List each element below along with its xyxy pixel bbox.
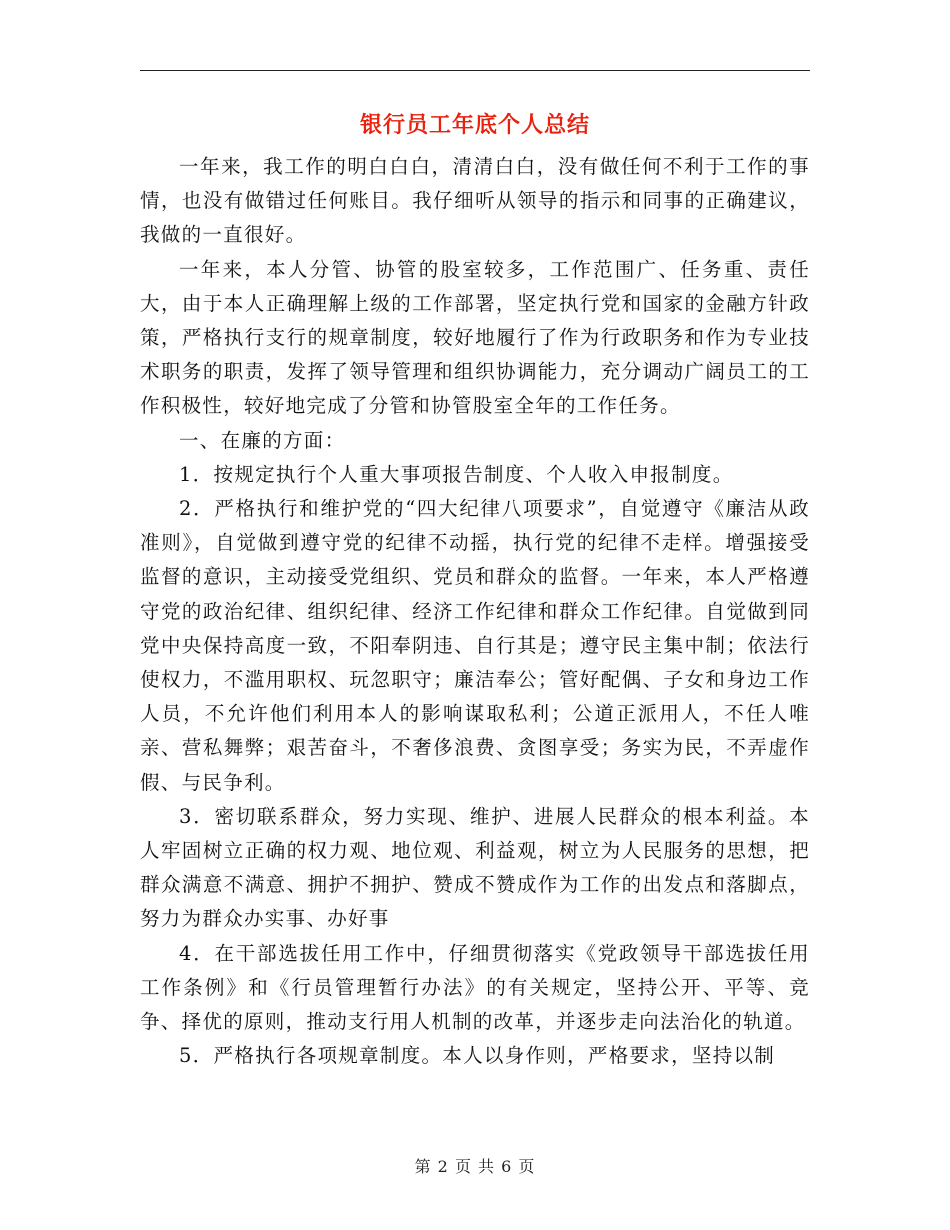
list-item-5: 5．严格执行各项规章制度。本人以身作则，严格要求，坚持以制 — [179, 1044, 776, 1068]
list-item-4: 4．在干部选拔任用工作中，仔细贯彻落实《党政领导干部选拔任用工作条例》和《行员管理暂行办法》的有关规定，坚持公开、平等、竞争、择优的原则，推动支行用人机制的改革，并逐步走向法治化的轨道。 — [140, 941, 810, 1034]
list-item-2: 2．严格执行和维护党的“四大纪律八项要求”，自觉遵守《廉洁从政准则》，自觉做到遵守党的纪律不动摇，执行党的纪律不走样。增强接受监督的意识，主动接受党组织、党员和群众的监督。一年来，本人严格遵守党的政治纪律、组织纪律、经济工作纪律和群众工作纪律。自觉做到同党中央保持高度一致，不阳奉阴违、自行其是；遵守民主集中制；依法行使权力，不滥用职权、玩忽职守；廉洁奉公；管好配偶、子女和身边工作人员，不允许他们利用本人的影响谋取私利；公道正派用人，不任人唯亲、营私舞弊；艰苦奋斗，不奢侈浪费、贪图享受；务实为民，不弄虚作假、与民争利。 — [140, 497, 810, 794]
list-item-3: 3．密切联系群众，努力实现、维护、进展人民群众的根本利益。本人牢固树立正确的权力观、地位观、利益观，树立为人民服务的思想，把群众满意不满意、拥护不拥护、赞成不赞成作为工作的出发点和落脚点，努力为群众办实事、办好事 — [140, 804, 810, 931]
header-rule — [140, 70, 810, 71]
document-title: 银行员工年底个人总结 — [359, 112, 590, 138]
list-item-1: 1．按规定执行个人重大事项报告制度、个人收入申报制度。 — [179, 462, 734, 486]
page-number: 第 2 页 共 6 页 — [414, 1157, 536, 1176]
paragraph-intro: 一年来，我工作的明白白白，清清白白，没有做任何不利于工作的事情，也没有做错过任何账目。我仔细听从领导的指示和同事的正确建议，我做的一直很好。 — [140, 155, 810, 247]
section-heading-integrity: 一、在廉的方面： — [179, 428, 346, 452]
document-body — [140, 150, 810, 1073]
paragraph-summary: 一年来，本人分管、协管的股室较多，工作范围广、任务重、责任大，由于本人正确理解上级的工作部署，坚定执行党和国家的金融方针政策，严格执行支行的规章制度，较好地履行了作为行政职务和作为专业技术职务的职责，发挥了领导管理和组织协调能力，充分调动广阔员工的工作积极性，较好地完成了分管和协管股室全年的工作任务。 — [140, 257, 810, 418]
